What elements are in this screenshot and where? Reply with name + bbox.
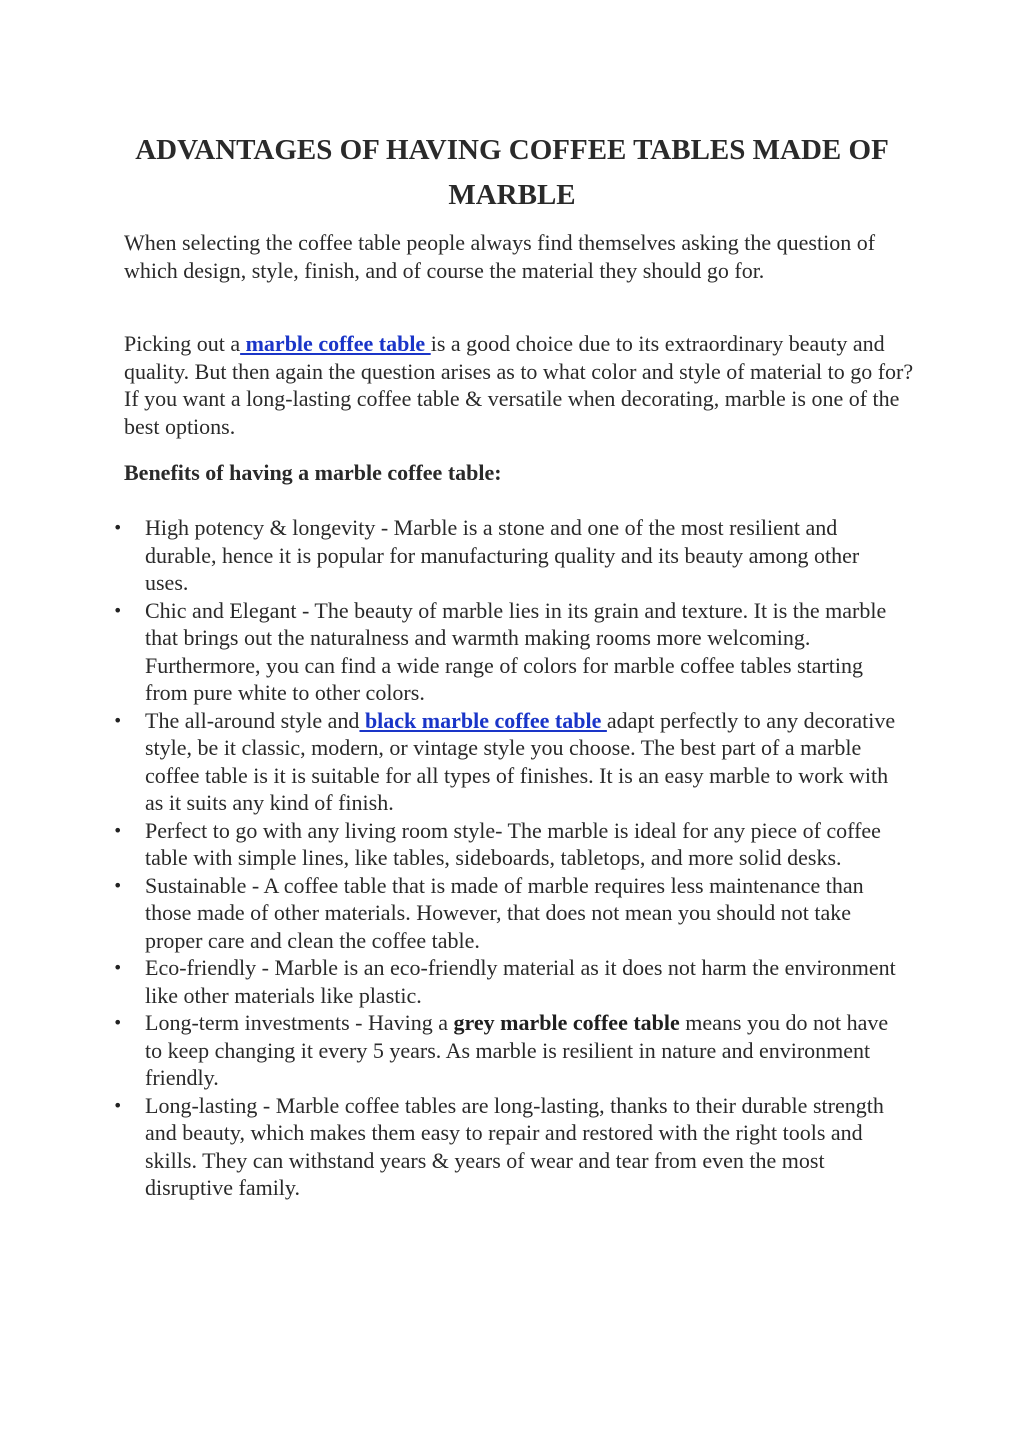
benefit-item-eco-friendly xyxy=(0,954,905,1009)
bullet-icon: • xyxy=(113,1095,123,1115)
intro-paragraph: When selecting the coffee table people always find themselves asking the question of which design, style, finish, and of course the material they should go for. xyxy=(124,230,876,283)
benefit-text: High potency & longevity - Marble is a stone and one of the most resilient and durable, hence it is popular for manufacturing quality and its beauty among other uses. xyxy=(145,515,860,595)
benefit-text-after: adapt perfectly to any decorative style, be it classic, modern, or vintage style you choose. The best part of a marble coffee table is it is suitable for all types of finishes. It is an easy marble to work with as it suits any kind of finish. xyxy=(145,707,896,815)
bullet-icon: • xyxy=(113,600,123,620)
benefits-heading: Benefits of having a marble coffee table: xyxy=(124,460,502,485)
benefit-text-before: Long-term investments - Having a xyxy=(145,1010,454,1035)
benefit-item-long-lasting xyxy=(0,1092,905,1202)
picking-paragraph xyxy=(124,330,914,440)
benefit-text: Sustainable - A coffee table that is made of marble requires less maintenance than those made of other materials. However, that does not mean you should not take proper care and clean the coffee table. xyxy=(145,872,864,953)
bullet-icon: • xyxy=(113,710,123,730)
picking-text-after: is a good choice due to its extraordinary beauty and quality. But then again the question arises as to what color and style of material to go for? If you want a long-lasting coffee table & versatile when decorating, marble is one of the best options. xyxy=(124,331,914,439)
benefit-text-before: The all-around style and xyxy=(145,707,360,733)
benefit-text-after: means you do not have to keep changing it every 5 years. As marble is resilient in nature and environment friendly. xyxy=(145,1010,889,1090)
picking-text-before: Picking out a xyxy=(124,331,241,356)
benefit-item-investments xyxy=(0,1009,905,1092)
benefit-text: Long-lasting - Marble coffee tables are long-lasting, thanks to their durable strength and beauty, which makes them easy to repair and restored with the right tools and skills. They can withstand years & years of wear and tear from even the most disruptive family. xyxy=(145,1092,884,1200)
benefit-item-potency xyxy=(0,514,905,597)
grey-marble-coffee-table-emphasis: grey marble coffee table xyxy=(453,1010,680,1035)
benefit-text: Eco-friendly - Marble is an eco-friendly material as it does not harm the environment like other materials like plastic. xyxy=(145,955,896,1008)
benefit-item-living-room xyxy=(0,817,905,872)
benefit-item-style xyxy=(0,707,905,817)
bullet-icon: • xyxy=(113,958,123,977)
bullet-icon: • xyxy=(113,518,123,537)
benefit-text: Perfect to go with any living room style- The marble is ideal for any piece of coffee table with simple lines, like tables, sideboards, tabletops, and more solid desks. xyxy=(145,817,881,870)
benefit-text: Chic and Elegant - The beauty of marble lies in its grain and texture. It is the marble that brings out the naturalness and warmth making rooms more welcoming. Furthermore, you can find a wide range of colors for marble coffee tables starting from pure white to other colors. xyxy=(145,597,887,705)
page-title: ADVANTAGES OF HAVING COFFEE TABLES MADE OF MARBLE xyxy=(135,134,889,211)
benefit-item-sustainable xyxy=(0,872,905,955)
benefit-item-chic xyxy=(0,597,905,707)
bullet-icon: • xyxy=(113,875,123,895)
bullet-icon: • xyxy=(113,820,123,840)
bullet-icon: • xyxy=(113,1013,123,1032)
marble-coffee-table-link[interactable]: marble coffee table xyxy=(240,331,431,356)
benefits-list xyxy=(0,514,1024,1202)
black-marble-coffee-table-link[interactable]: black marble coffee table xyxy=(359,707,607,733)
